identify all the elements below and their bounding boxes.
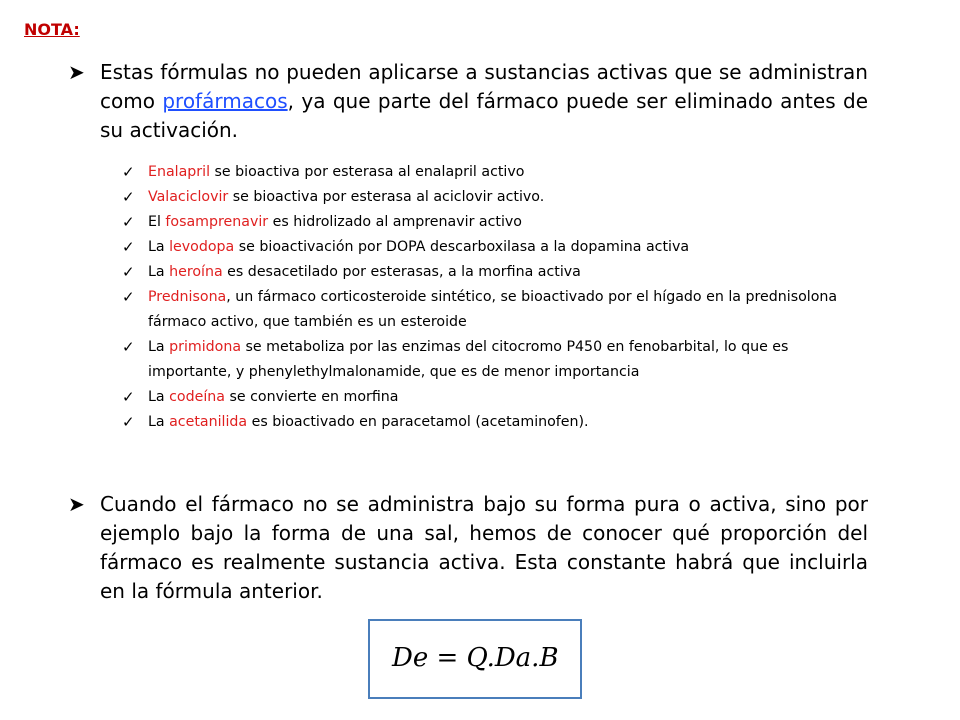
bullet-prodrugs-text-before: Estas fórmulas no pueden aplicarse a sustancias activas que se administran como — [100, 60, 868, 113]
checkmark-icon: ✓ — [122, 338, 135, 356]
example-description: se bioactivación por DOPA descarboxilasa a la dopamina activa — [234, 239, 690, 255]
drug-name: primidona — [169, 339, 242, 355]
example-description: , un fármaco corticosteroide sintético, se bioactivado por el hígado en la prednisolona fármaco activo, que también es un esteroide — [148, 289, 838, 330]
example-description: es hidrolizado al amprenavir activo — [268, 214, 522, 230]
prodrugs-link[interactable]: profármacos — [162, 89, 288, 113]
example-prefix: La — [148, 239, 170, 255]
checkmark-icon: ✓ — [122, 413, 135, 431]
example-prefix: La — [148, 414, 170, 430]
drug-name: Enalapril — [148, 164, 211, 180]
list-item — [122, 160, 872, 185]
drug-name: fosamprenavir — [165, 214, 269, 230]
checkmark-icon: ✓ — [122, 163, 135, 181]
bullet-prodrugs-text — [100, 58, 868, 145]
list-item — [122, 385, 872, 410]
example-description: se convierte en morfina — [224, 389, 399, 405]
list-item — [122, 260, 872, 285]
example-description: es bioactivado en paracetamol (acetaminofen). — [247, 414, 589, 430]
example-prefix: El — [148, 214, 166, 230]
formula-box — [368, 619, 582, 699]
drug-name: heroína — [169, 264, 223, 280]
example-prefix: La — [148, 339, 170, 355]
drug-name: Valaciclovir — [148, 189, 229, 205]
example-description: se bioactiva por esterasa al aciclovir activo. — [228, 189, 545, 205]
drug-name: levodopa — [169, 239, 235, 255]
drug-name: acetanilida — [169, 414, 248, 430]
checkmark-icon: ✓ — [122, 263, 135, 281]
example-description: es desacetilado por esterasas, a la morfina activa — [222, 264, 581, 280]
drug-name: codeína — [169, 389, 225, 405]
list-item — [122, 335, 872, 385]
checkmark-icon: ✓ — [122, 388, 135, 406]
example-description: se bioactiva por esterasa al enalapril activo — [210, 164, 525, 180]
bullet-prodrugs — [68, 58, 868, 145]
arrow-bullet-icon: ➤ — [68, 492, 85, 516]
prodrug-examples-list — [122, 160, 872, 435]
note-heading: NOTA: — [24, 20, 80, 39]
list-item — [122, 185, 872, 210]
example-prefix: La — [148, 264, 170, 280]
checkmark-icon: ✓ — [122, 288, 135, 306]
checkmark-icon: ✓ — [122, 188, 135, 206]
drug-name: Prednisona — [148, 289, 227, 305]
checkmark-icon: ✓ — [122, 213, 135, 231]
bullet-prodrugs-text-after: , ya que parte del fármaco puede ser eliminado antes de su activación. — [100, 89, 869, 142]
arrow-bullet-icon: ➤ — [68, 60, 85, 84]
list-item — [122, 410, 872, 435]
list-item — [122, 285, 872, 335]
example-description: se metaboliza por las enzimas del citocromo P450 en fenobarbital, lo que es importante, y phenylethylmalonamide, que es de menor importancia — [148, 339, 789, 380]
bullet-salt-form — [68, 490, 868, 606]
example-prefix: La — [148, 389, 170, 405]
checkmark-icon: ✓ — [122, 238, 135, 256]
dose-formula: De = Q.Da.B — [392, 643, 559, 673]
bullet-salt-form-text: Cuando el fármaco no se administra bajo su forma pura o activa, sino por ejemplo bajo la forma de una sal, hemos de conocer qué proporción del fármaco es realmente sustancia activa. Esta constante habrá que incluirla en la fórmula anterior. — [100, 492, 868, 603]
list-item — [122, 235, 872, 260]
list-item — [122, 210, 872, 235]
